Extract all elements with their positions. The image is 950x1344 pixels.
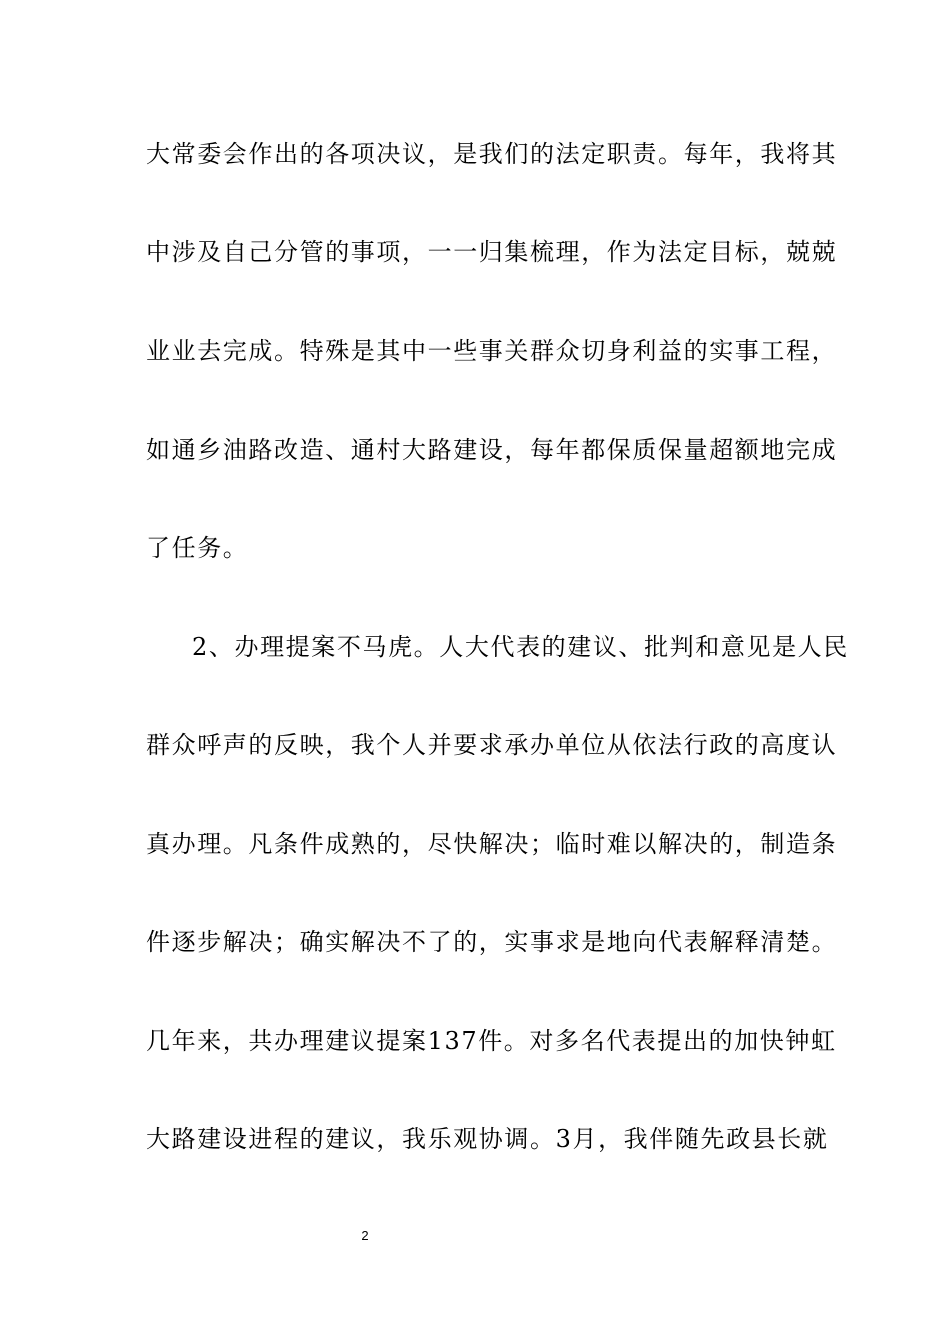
body-text-line-8: 真办理。凡条件成熟的，尽快解决；临时难以解决的，制造条 [146,830,838,858]
body-text-line-9: 件逐步解决；确实解决不了的，实事求是地向代表解释清楚。 [146,928,838,956]
body-text-line-10: 几年来，共办理建议提案137件。对多名代表提出的加快钟虹 [146,1027,837,1055]
body-text-line-11: 大路建设进程的建议，我乐观协调。3月，我伴随先政县长就 [146,1125,829,1153]
body-text-line-5: 了任务。 [146,534,249,562]
paragraph-2-first-line: 2、办理提案不马虎。人大代表的建议、批判和意见是人民 [192,633,849,661]
body-text-line-4: 如通乡油路改造、通村大路建设，每年都保质保量超额地完成 [146,436,838,464]
page-number: 2 [361,1228,369,1243]
body-text-line-2: 中涉及自己分管的事项，一一归集梳理，作为法定目标，兢兢 [146,238,838,266]
body-text-line-3: 业业去完成。特殊是其中一些事关群众切身利益的实事工程， [146,337,838,365]
body-text-line-1: 大常委会作出的各项决议，是我们的法定职责。每年，我将其 [146,140,838,168]
body-text-line-7: 群众呼声的反映，我个人并要求承办单位从依法行政的高度认 [146,731,838,759]
